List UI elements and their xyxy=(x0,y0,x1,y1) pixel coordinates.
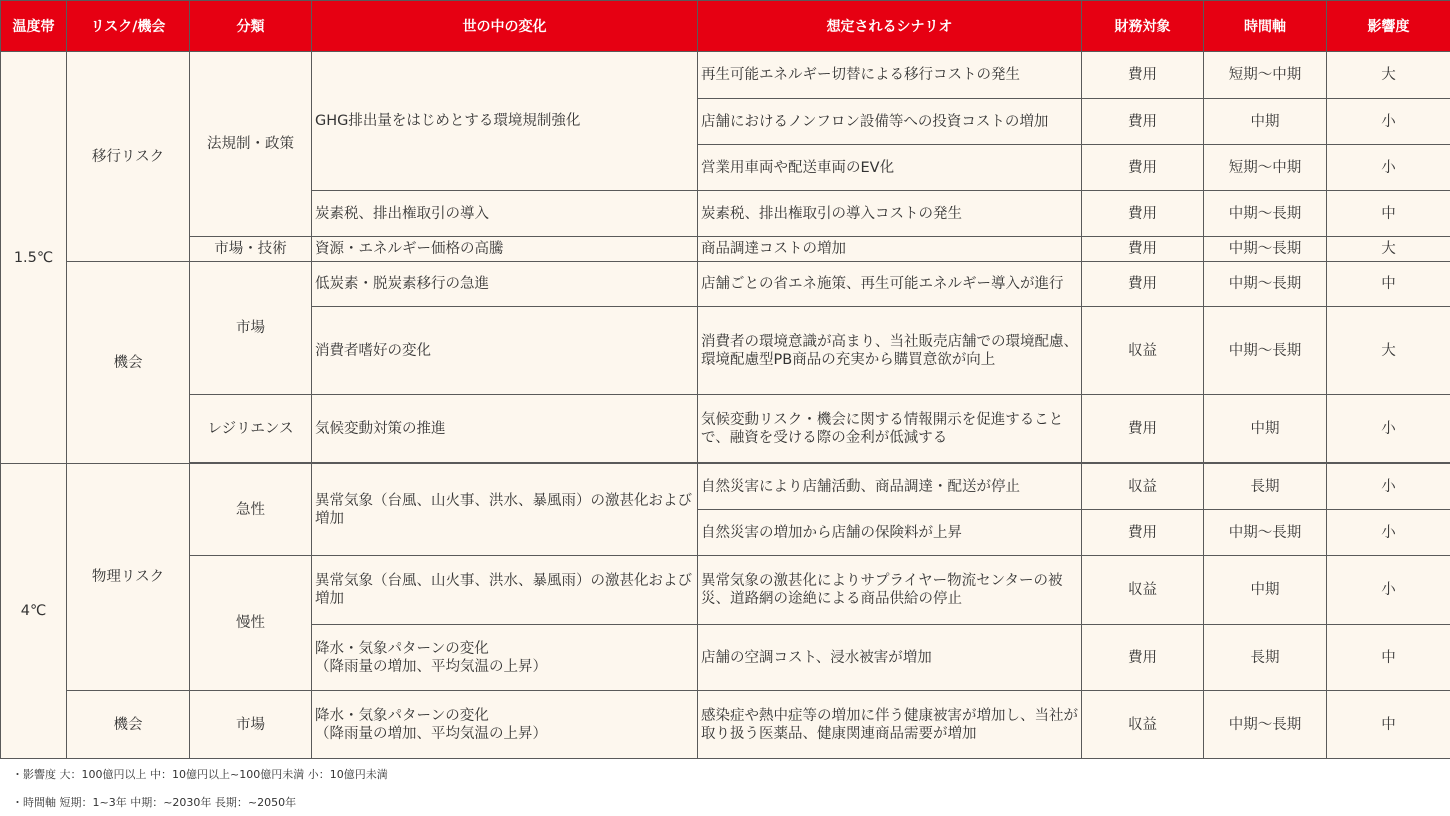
target-cell: 費用 xyxy=(1082,510,1204,556)
scenario-cell: 営業用車両や配送車両のEV化 xyxy=(698,145,1082,191)
target-cell: 収益 xyxy=(1082,307,1204,395)
time-cell: 長期 xyxy=(1204,625,1327,691)
table-row xyxy=(1,262,1450,307)
scenario-cell: 感染症や熱中症等の増加に伴う健康被害が増加し、当社が取り扱う医薬品、健康関連商品需要が増加 xyxy=(698,691,1082,759)
impact-cell: 小 xyxy=(1327,99,1450,145)
target-cell: 費用 xyxy=(1082,99,1204,145)
category-cell-acute: 急性 xyxy=(190,464,312,556)
scenario-cell: 炭素税、排出権取引の導入コストの発生 xyxy=(698,191,1082,237)
table-row xyxy=(1,691,1450,759)
scenario-cell: 店舗の空調コスト、浸水被害が増加 xyxy=(698,625,1082,691)
change-cell: 降水・気象パターンの変化 （降雨量の増加、平均気温の上昇） xyxy=(312,625,698,691)
header-target: 財務対象 xyxy=(1082,1,1204,52)
category-cell-market-tech: 市場・技術 xyxy=(190,237,312,262)
target-cell: 費用 xyxy=(1082,237,1204,262)
change-cell: GHG排出量をはじめとする環境規制強化 xyxy=(312,52,698,191)
change-cell: 異常気象（台風、山火事、洪水、暴風雨）の激甚化および増加 xyxy=(312,464,698,556)
impact-cell: 小 xyxy=(1327,510,1450,556)
target-cell: 費用 xyxy=(1082,262,1204,307)
impact-cell: 大 xyxy=(1327,52,1450,99)
category-cell-market: 市場 xyxy=(190,691,312,759)
time-cell: 短期～中期 xyxy=(1204,145,1327,191)
target-cell: 費用 xyxy=(1082,52,1204,99)
target-cell: 費用 xyxy=(1082,625,1204,691)
temp-cell-1-5: 1.5℃ xyxy=(1,52,67,464)
scenario-cell: 商品調達コストの増加 xyxy=(698,237,1082,262)
change-cell: 異常気象（台風、山火事、洪水、暴風雨）の激甚化および増加 xyxy=(312,556,698,625)
impact-cell: 大 xyxy=(1327,307,1450,395)
scenario-cell: 自然災害の増加から店舗の保険料が上昇 xyxy=(698,510,1082,556)
time-cell: 中期 xyxy=(1204,395,1327,463)
table-row xyxy=(1,464,1450,510)
target-cell: 費用 xyxy=(1082,145,1204,191)
impact-cell: 中 xyxy=(1327,262,1450,307)
change-cell: 低炭素・脱炭素移行の急進 xyxy=(312,262,698,307)
time-cell: 中期～長期 xyxy=(1204,307,1327,395)
impact-cell: 小 xyxy=(1327,145,1450,191)
impact-cell: 中 xyxy=(1327,691,1450,759)
time-cell: 中期～長期 xyxy=(1204,691,1327,759)
change-cell: 資源・エネルギー価格の高騰 xyxy=(312,237,698,262)
impact-cell: 中 xyxy=(1327,191,1450,237)
target-cell: 収益 xyxy=(1082,556,1204,625)
scenario-cell: 自然災害により店舗活動、商品調達・配送が停止 xyxy=(698,464,1082,510)
temp-cell-4: 4℃ xyxy=(1,464,67,759)
time-cell: 中期～長期 xyxy=(1204,191,1327,237)
risk-cell-transition: 移行リスク xyxy=(67,52,190,262)
header-row xyxy=(1,1,1450,52)
header-scenario: 想定されるシナリオ xyxy=(698,1,1082,52)
scenario-cell: 再生可能エネルギー切替による移行コストの発生 xyxy=(698,52,1082,99)
time-cell: 短期～中期 xyxy=(1204,52,1327,99)
change-cell: 消費者嗜好の変化 xyxy=(312,307,698,395)
header-category: 分類 xyxy=(190,1,312,52)
time-cell: 中期 xyxy=(1204,99,1327,145)
target-cell: 収益 xyxy=(1082,464,1204,510)
table-row xyxy=(1,52,1450,99)
category-cell-regulation: 法規制・政策 xyxy=(190,52,312,237)
table-row xyxy=(1,237,1450,262)
note-time: ・時間軸 短期：1~3年 中期：~2030年 長期：~2050年 xyxy=(12,796,297,809)
change-cell: 気候変動対策の推進 xyxy=(312,395,698,463)
impact-cell: 小 xyxy=(1327,556,1450,625)
scenario-cell: 消費者の環境意識が高まり、当社販売店舗での環境配慮、環境配慮型PB商品の充実から購買意欲が向上 xyxy=(698,307,1082,395)
category-cell-market: 市場 xyxy=(190,262,312,395)
header-change: 世の中の変化 xyxy=(312,1,698,52)
category-cell-chronic: 慢性 xyxy=(190,556,312,691)
risk-cell-physical: 物理リスク xyxy=(67,464,190,691)
category-cell-resilience: レジリエンス xyxy=(190,395,312,463)
target-cell: 費用 xyxy=(1082,395,1204,463)
time-cell: 中期～長期 xyxy=(1204,510,1327,556)
change-cell: 炭素税、排出権取引の導入 xyxy=(312,191,698,237)
scenario-cell: 店舗におけるノンフロン設備等への投資コストの増加 xyxy=(698,99,1082,145)
header-impact: 影響度 xyxy=(1327,1,1450,52)
time-cell: 中期～長期 xyxy=(1204,262,1327,307)
table-row xyxy=(1,395,1450,463)
scenario-cell: 気候変動リスク・機会に関する情報開示を促進することで、融資を受ける際の金利が低減する xyxy=(698,395,1082,463)
impact-cell: 大 xyxy=(1327,237,1450,262)
note-impact: ・影響度 大：100億円以上 中：10億円以上~100億円未満 小：10億円未満 xyxy=(12,768,388,781)
impact-cell: 小 xyxy=(1327,464,1450,510)
header-temp: 温度帯 xyxy=(1,1,67,52)
change-cell: 降水・気象パターンの変化 （降雨量の増加、平均気温の上昇） xyxy=(312,691,698,759)
time-cell: 長期 xyxy=(1204,464,1327,510)
table-row xyxy=(1,556,1450,625)
time-cell: 中期～長期 xyxy=(1204,237,1327,262)
target-cell: 費用 xyxy=(1082,191,1204,237)
header-time: 時間軸 xyxy=(1204,1,1327,52)
target-cell: 収益 xyxy=(1082,691,1204,759)
risk-cell-opportunity: 機会 xyxy=(67,262,190,464)
risk-cell-opportunity: 機会 xyxy=(67,691,190,759)
header-risk: リスク/機会 xyxy=(67,1,190,52)
impact-cell: 小 xyxy=(1327,395,1450,463)
time-cell: 中期 xyxy=(1204,556,1327,625)
scenario-cell: 異常気象の激甚化によりサプライヤー物流センターの被災、道路網の途絶による商品供給の停止 xyxy=(698,556,1082,625)
impact-cell: 中 xyxy=(1327,625,1450,691)
scenario-cell: 店舗ごとの省エネ施策、再生可能エネルギー導入が進行 xyxy=(698,262,1082,307)
